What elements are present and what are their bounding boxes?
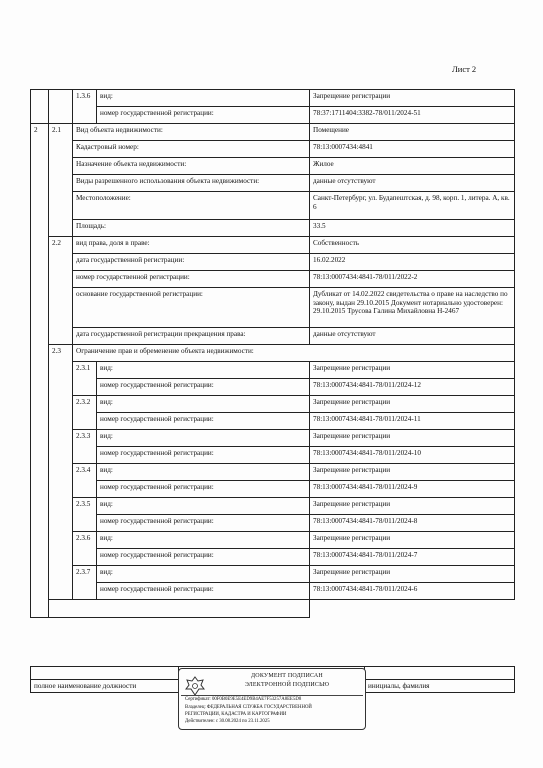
field-label: дата государственной регистрации:	[73, 254, 310, 271]
table-row	[31, 220, 515, 237]
field-value: данные отсутствуют	[310, 175, 515, 192]
field-value: Помещение	[310, 124, 515, 141]
field-label: дата государственной регистрации прекращения права:	[73, 328, 310, 345]
table-row	[31, 345, 515, 362]
field-value: 33.5	[310, 220, 515, 237]
field-value: Запрещение регистрации	[310, 566, 515, 583]
field-label: Ограничение прав и обременение объекта недвижимости:	[73, 345, 515, 362]
field-value: 78:13:0007434:4841-78/011/2024-7	[310, 549, 515, 566]
field-value: Запрещение регистрации	[310, 464, 515, 481]
item-number: 2.3.7	[73, 566, 97, 600]
coat-of-arms-icon	[184, 675, 206, 697]
field-value: Собственность	[310, 237, 515, 254]
table-row	[31, 583, 515, 600]
field-label: Виды разрешенного использования объекта недвижимости:	[73, 175, 310, 192]
field-value: 78:13:0007434:4841	[310, 141, 515, 158]
table-row	[31, 362, 515, 379]
field-value: 78:13:0007434:4841-78/011/2024-9	[310, 481, 515, 498]
table-row	[31, 328, 515, 345]
item-number: 2.3.6	[73, 532, 97, 566]
field-value: 78:13:0007434:4841-78/011/2024-8	[310, 515, 515, 532]
field-label: Местоположение:	[73, 192, 310, 220]
table-row	[31, 515, 515, 532]
field-label: Площадь:	[73, 220, 310, 237]
field-label: номер государственной регистрации:	[97, 549, 310, 566]
field-value: Жилое	[310, 158, 515, 175]
item-number: 2.3.5	[73, 498, 97, 532]
table-row	[31, 413, 515, 430]
field-label: вид:	[97, 362, 310, 379]
field-label: номер государственной регистрации:	[97, 583, 310, 600]
field-label: номер государственной регистрации:	[97, 379, 310, 396]
subsection-number: 2.2	[49, 237, 73, 345]
field-label: номер государственной регистрации:	[73, 271, 310, 288]
field-value: данные отсутствуют	[310, 328, 515, 345]
stamp-subtitle: ЭЛЕКТРОННОЙ ПОДПИСЬЮ	[244, 682, 330, 688]
stamp-title: ДОКУМЕНТ ПОДПИСАН	[251, 673, 323, 679]
field-label: основание государственной регистрации:	[73, 288, 310, 328]
field-value: 78:13:0007434:4841-78/011/2024-12	[310, 379, 515, 396]
stamp-validity: Действителен: с 30.08.2024 по 23.11.2025	[185, 719, 270, 724]
stamp-owner: Владелец: ФЕДЕРАЛЬНАЯ СЛУЖБА ГОСУДАРСТВЕННОЙ	[185, 705, 312, 710]
field-value: Запрещение регистрации	[310, 396, 515, 413]
field-label: номер государственной регистрации:	[97, 413, 310, 430]
table-row	[31, 90, 515, 107]
field-label: Вид объекта недвижимости:	[73, 124, 310, 141]
table-row	[31, 271, 515, 288]
item-number: 1.3.6	[73, 90, 97, 124]
field-label: номер государственной регистрации:	[97, 481, 310, 498]
field-label: вид:	[97, 464, 310, 481]
field-label: вид:	[97, 566, 310, 583]
item-number: 2.3.2	[73, 396, 97, 430]
table-row	[31, 175, 515, 192]
item-number: 2.3.3	[73, 430, 97, 464]
e-signature-stamp	[178, 668, 366, 730]
table-row	[31, 549, 515, 566]
stamp-certificate: Сертификат: 00F0B0E9E5E4ED9B4AE7F53257A8EE5D8	[185, 697, 302, 702]
field-value: Запрещение регистрации	[310, 362, 515, 379]
subsection-number: 2.1	[49, 124, 73, 237]
field-label: номер государственной регистрации:	[97, 515, 310, 532]
field-value: 78:13:0007434:4841-78/011/2024-10	[310, 447, 515, 464]
table-row	[31, 379, 515, 396]
item-number: 2.3.1	[73, 362, 97, 396]
table-row	[31, 288, 515, 328]
field-label: вид:	[97, 90, 310, 107]
table-row	[31, 158, 515, 175]
subsection-number: 2.3	[49, 345, 73, 600]
field-value: 78:13:0007434:4841-78/011/2024-6	[310, 583, 515, 600]
table-row	[31, 600, 515, 618]
section-number: 2	[31, 124, 49, 618]
table-row	[31, 481, 515, 498]
position-label: полное наименование должности	[31, 680, 179, 693]
field-value: 78:13:0007434:4841-78/011/2022-2	[310, 271, 515, 288]
table-row	[31, 498, 515, 515]
table-row	[31, 254, 515, 271]
field-value: Запрещение регистрации	[310, 430, 515, 447]
table-row	[31, 464, 515, 481]
table-row	[31, 430, 515, 447]
stamp-owner-cont: РЕГИСТРАЦИИ, КАДАСТРА И КАРТОГРАФИИ	[185, 712, 287, 717]
field-value: 78:37:1711404:3382-78/011/2024-51	[310, 107, 515, 124]
field-label: вид права, доля в праве:	[73, 237, 310, 254]
field-value: 16.02.2022	[310, 254, 515, 271]
field-value: Запрещение регистрации	[310, 532, 515, 549]
field-label: номер государственной регистрации:	[97, 107, 310, 124]
table-row	[31, 192, 515, 220]
field-value: 78:13:0007434:4841-78/011/2024-11	[310, 413, 515, 430]
field-label: Назначение объекта недвижимости:	[73, 158, 310, 175]
field-label: вид:	[97, 498, 310, 515]
field-label: вид:	[97, 532, 310, 549]
table-row	[31, 396, 515, 413]
table-row	[31, 447, 515, 464]
field-label: Кадастровый номер:	[73, 141, 310, 158]
table-row	[31, 124, 515, 141]
field-label: вид:	[97, 396, 310, 413]
field-label: номер государственной регистрации:	[97, 447, 310, 464]
table-row	[31, 566, 515, 583]
table-row	[31, 532, 515, 549]
field-value: Запрещение регистрации	[310, 498, 515, 515]
field-value: Запрещение регистрации	[310, 90, 515, 107]
table-row	[31, 107, 515, 124]
sheet-number: Лист 2	[452, 64, 477, 74]
field-value: Дубликат от 14.02.2022 свидетельства о праве на наследство по закону, выдан 29.10.2015 Документ нотариально удостоверен: 29.10.2015 Трусова Галина Михайловна Н-2467	[310, 288, 515, 328]
item-number: 2.3.4	[73, 464, 97, 498]
extract-table	[30, 89, 515, 618]
field-label: вид:	[97, 430, 310, 447]
initials-label: инициалы, фамилия	[365, 680, 515, 693]
table-row	[31, 141, 515, 158]
table-row	[31, 237, 515, 254]
field-value: Санкт-Петербург, ул. Будапештская, д. 98, корп. 1, литера. А, кв. 6	[310, 192, 515, 220]
